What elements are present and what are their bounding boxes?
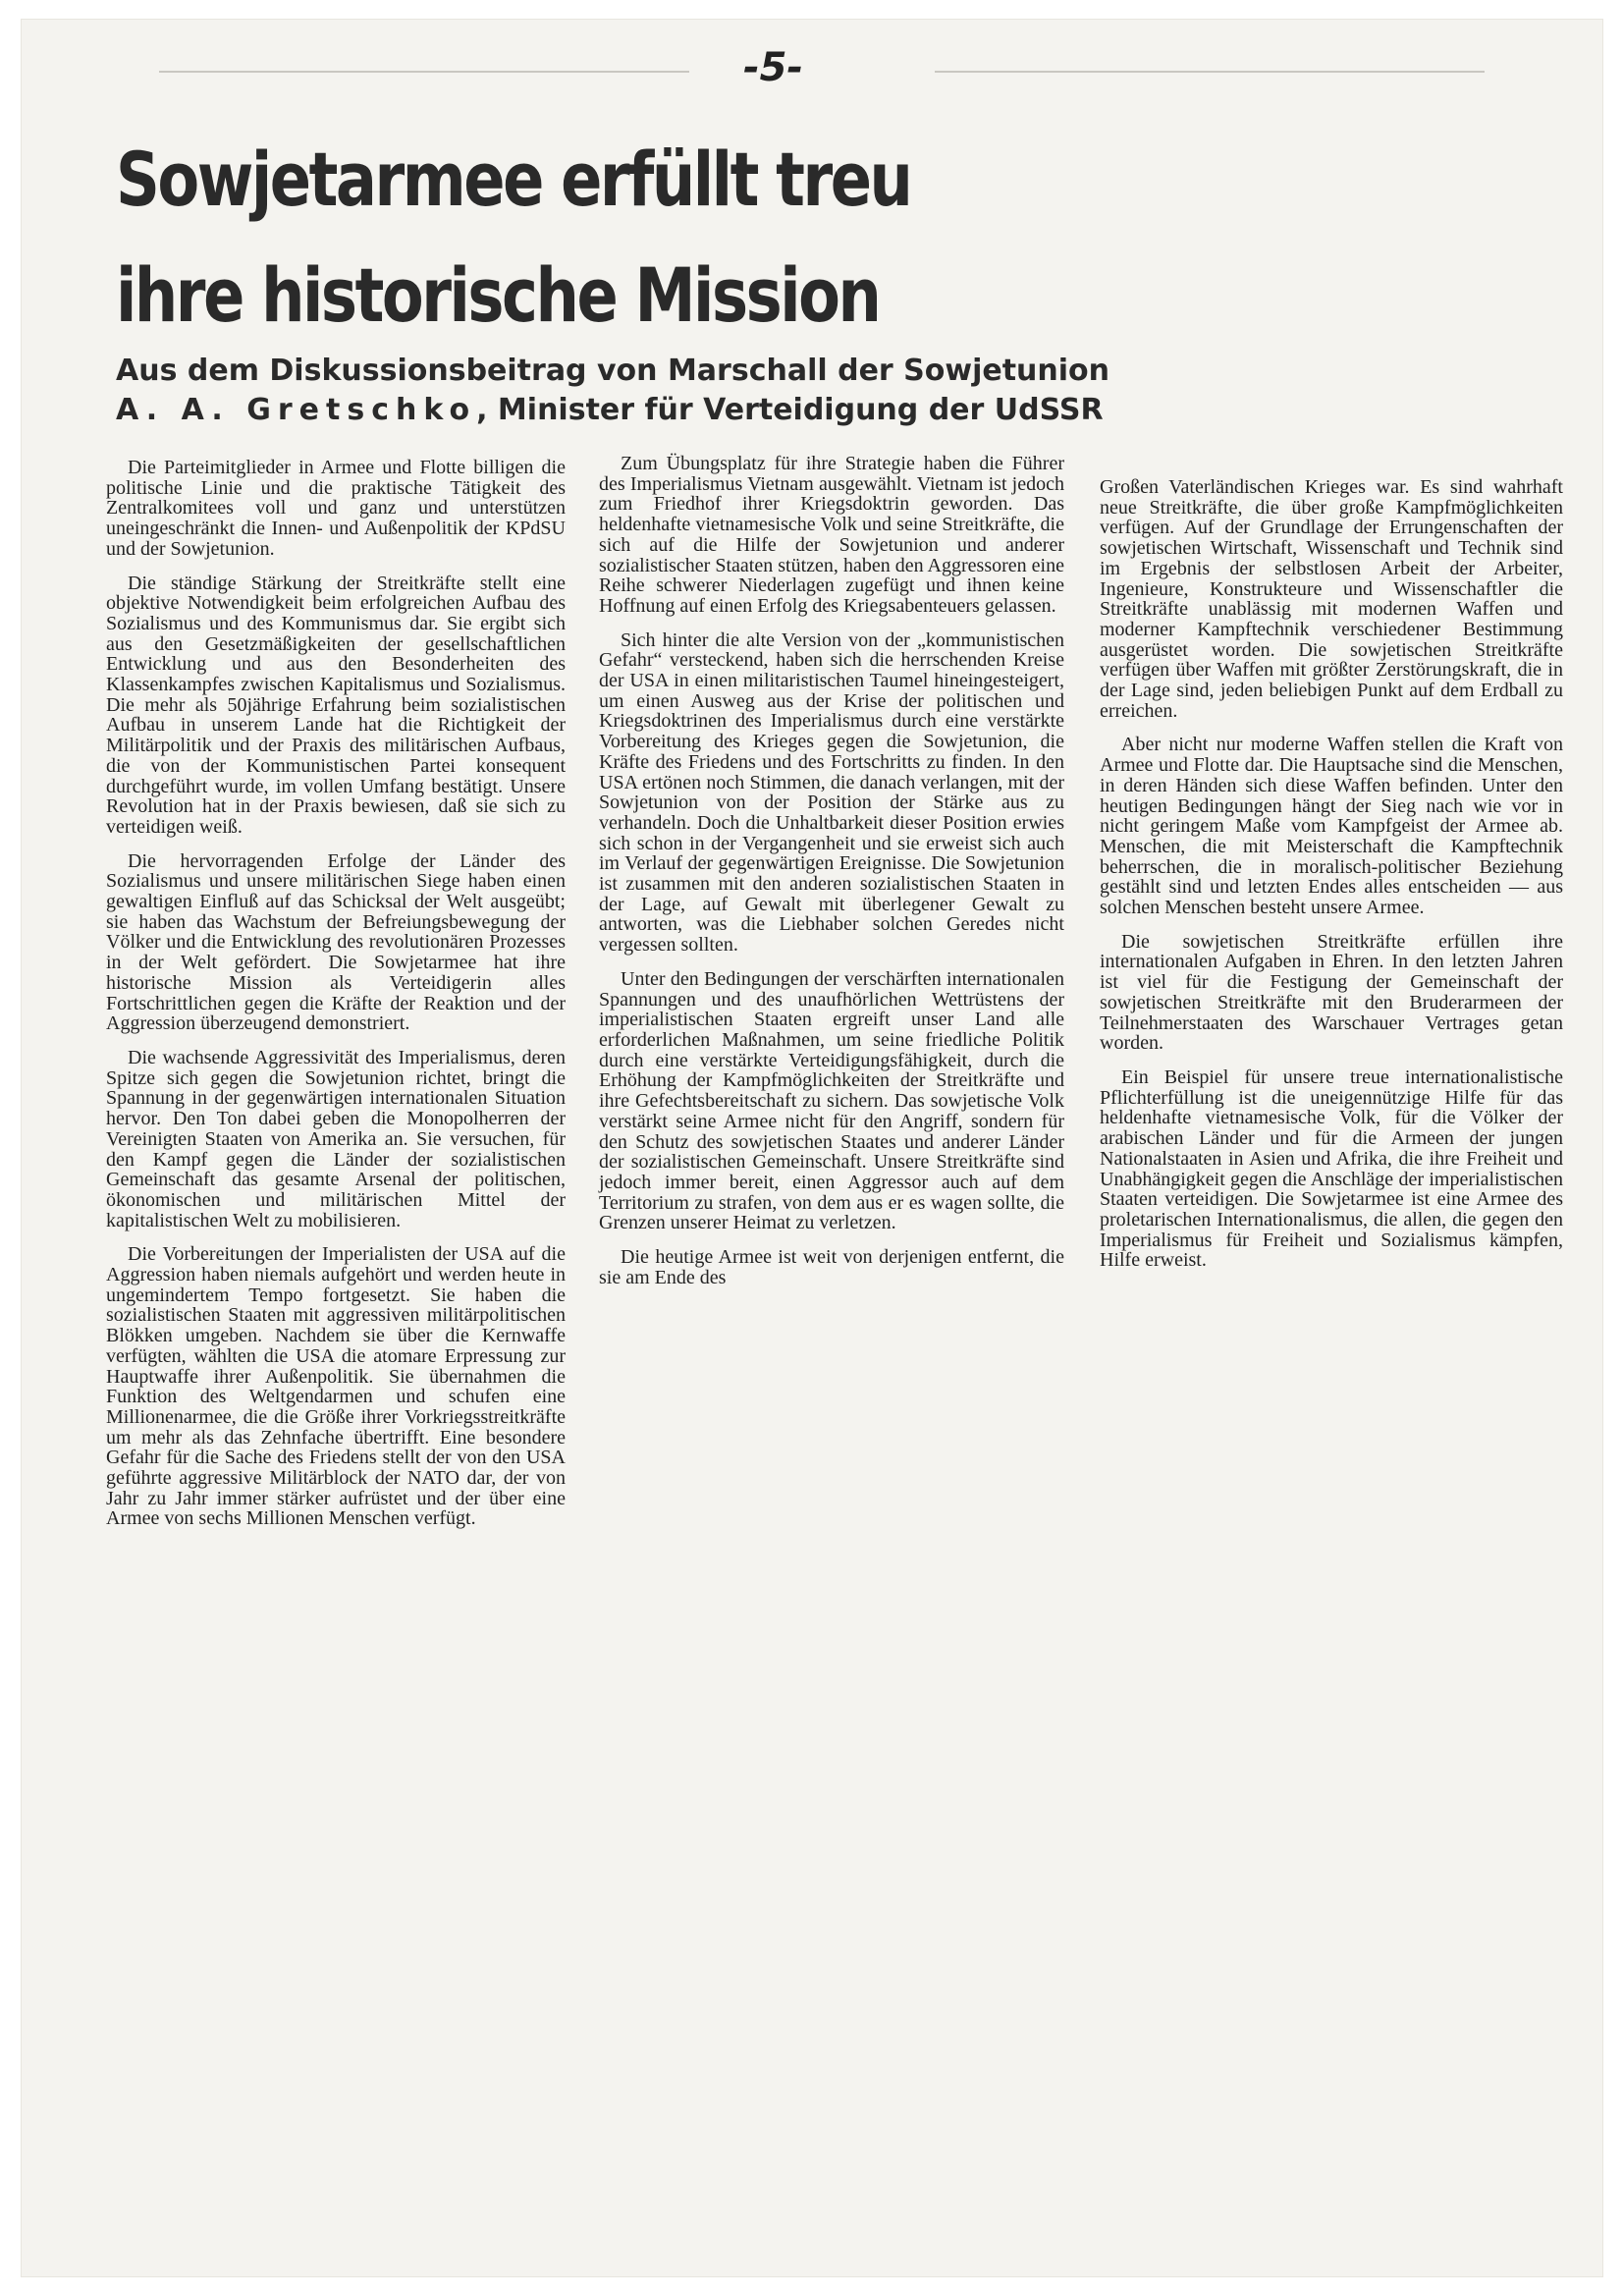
- headline-line-2: ihre historische Mission: [116, 251, 880, 339]
- newspaper-clipping: [22, 20, 1602, 2276]
- paragraph: Die Parteimitglieder in Armee und Flotte billigen die politische Linie und die praktische Tätigkeit des Zentralkomitees voll und ganz und unterstützen uneingeschränkt die Innen- und Außenpolitik der KPdSU und der Sowjetunion.: [106, 457, 566, 560]
- paragraph: Die Vorbereitungen der Imperialisten der USA auf die Aggression haben niemals aufgehört und werden heute in ungemindertem Tempo fortgesetzt. Sie haben die sozialistischen Staaten mit aggressiven militärpolitischen Blökken umgeben. Nachdem sie über die Kernwaffe verfügten, wählten die USA die atomare Erpressung zur Hauptwaffe ihrer Außenpolitik. Sie übernahmen die Funktion des Weltgendarmen und schufen eine Millionenarmee, die die Größe ihrer Vorkriegsstreitkräfte um mehr als das Zehnfache übertrifft. Eine besondere Gefahr für die Sache des Friedens stellt der von den USA geführte aggressive Militärblock der NATO dar, der von Jahr zu Jahr immer stärker aufrüstet und der über eine Armee von sechs Millionen Menschen verfügt.: [106, 1243, 566, 1530]
- paragraph: Die hervorragenden Erfolge der Länder des Sozialismus und unsere militärischen Siege haben einen gewaltigen Einfluß auf das Schicksal der Welt ausgeübt; sie haben das Wachstum der Befreiungsbewegung der Völker und die Entwicklung des revolutionären Prozesses in der Welt gefördert. Die Sowjetarmee hat ihre historische Mission als Verteidigerin alles Fortschrittlichen gegen die Kräfte der Reaktion und der Aggression überzeugend demonstriert.: [106, 849, 566, 1035]
- page-number: -5-: [743, 45, 804, 90]
- article-column-1: [106, 458, 566, 1543]
- header-rule-left: [159, 71, 689, 73]
- headline: [116, 122, 1001, 354]
- subheadline: [116, 352, 1110, 430]
- header-rule-right: [935, 71, 1485, 73]
- paragraph: Die ständige Stärkung der Streitkräfte stellt eine objektive Notwendigkeit beim erfolgreichen Aufbau des Sozialismus und des Kommunismus dar. Sie ergibt sich aus den Gesetzmäßigkeiten der gesellschaftlichen Entwicklung und aus den Besonderheiten des Klassenkampfes zwischen Kapitalismus und Sozialismus. Die mehr als 50jährige Erfahrung beim sozialistischen Aufbau in unserem Lande hat die Richtigkeit der Militärpolitik und der Praxis des militärischen Aufbaus, die von der Kommunistischen Partei konsequent durchgeführt wurde, im vollen Umfang bestätigt. Unsere Revolution hat in der Praxis bewiesen, daß sie sich zu verteidigen weiß.: [106, 572, 566, 838]
- paragraph: Zum Übungsplatz für ihre Strategie haben die Führer des Imperialismus Vietnam ausgewählt. Vietnam ist jedoch zum Friedhof ihrer Kriegsdoktrin geworden. Das heldenhafte vietnamesische Volk und seine Streitkräfte, die sich auf die Hilfe der Sowjetunion und anderer sozialistischer Staaten stützen, haben den Aggressoren eine Reihe schwerer Niederlagen zugefügt und ihnen keine Hoffnung auf einen Erfolg des Kriegsabenteuers gelassen.: [599, 453, 1064, 617]
- subheadline-line-1: Aus dem Diskussionsbeitrag von Marschall der Sowjetunion: [116, 354, 1110, 388]
- author-name: A. A. Gretschko: [116, 393, 477, 427]
- paragraph: Sich hinter die alte Version von der „kommunistischen Gefahr“ versteckend, haben sich die herrschenden Kreise der USA in einen militaristischen Taumel hineingesteigert, um einen Ausweg aus der Krise der politischen und Kriegsdoktrinen des Imperialismus durch eine verstärkte Vorbereitung des Krieges gegen die Sowjetunion, die Kräfte des Friedens und des Fortschritts zu finden. In den USA ertönen noch Stimmen, die danach verlangen, mit der Sowjetunion von der Position der Stärke aus zu verhandeln. Doch die Unhaltbarkeit dieser Position erwies sich schon in der Vergangenheit und sie erweist sich auch im Verlauf der gegenwärtigen Ereignisse. Die Sowjetunion ist zusammen mit den anderen sozialistischen Staaten in der Lage, auf Gewalt mit überlegener Gewalt zu antworten, was die Liebhaber solchen Geredes nicht vergessen sollten.: [599, 629, 1064, 957]
- paragraph: Aber nicht nur moderne Waffen stellen die Kraft von Armee und Flotte dar. Die Hauptsache sind die Menschen, in deren Händen sich diese Waffen befinden. Unter den heutigen Bedingungen hängt der Sieg nach wie vor in nicht geringem Maße vom Kampfgeist der Armee ab. Menschen, die mit Meisterschaft die Kampftechnik beherrschen, die in moralisch-politischer Beziehung gestählt sind und letzten Endes alles entscheiden — aus solchen Menschen besteht unsere Armee.: [1100, 734, 1563, 919]
- paragraph: Ein Beispiel für unsere treue internationalistische Pflichterfüllung ist die uneigennützige Hilfe für das heldenhafte vietnamesische Volk, für die Völker der arabischen Länder und für die Armeen der jungen Nationalstaaten in Asien und Afrika, die ihre Freiheit und Unabhängigkeit gegen die Anschläge der imperialistischen Staaten verteidigen. Die Sowjetarmee ist eine Armee des proletarischen Internationalismus, die allen, die gegen den Imperialismus für Freiheit und Sozialismus kämpfen, Hilfe erweist.: [1100, 1066, 1563, 1272]
- author-title: , Minister für Verteidigung der UdSSR: [476, 393, 1104, 427]
- paragraph: Großen Vaterländischen Krieges war. Es sind wahrhaft neue Streitkräfte, die über große Kampfmöglichkeiten verfügen. Auf der Grundlage der Errungenschaften der sowjetischen Wirtschaft, Wissenschaft und Technik sind im Ergebnis der selbstlosen Arbeit der Arbeiter, Ingenieure, Konstrukteure und Wissenschaftler die Streitkräfte unablässig mit modernen Waffen und moderner Kampftechnik verschiedener Bestimmung ausgerüstet worden. Die sowjetischen Streitkräfte verfügen über Waffen mit größter Zerstörungskraft, die in der Lage sind, jeden beliebigen Punkt auf dem Erdball zu erreichen.: [1100, 476, 1563, 722]
- headline-line-1: Sowjetarmee erfüllt treu: [116, 136, 911, 223]
- paragraph: Unter den Bedingungen der verschärften internationalen Spannungen und des unaufhörlichen Wettrüstens der imperialistischen Staaten ergreift unser Land alle erforderlichen Maßnahmen, um seine friedliche Politik durch eine verstärkte Verteidigungsfähigkeit, durch die Erhöhung der Kampfmöglichkeiten der Streitkräfte und ihre Gefechtsbereitschaft zu sichern. Das sowjetische Volk verstärkt seine Armee nicht für den Angriff, sondern für den Schutz des sowjetischen Staates und anderer Länder der sozialistischen Gemeinschaft. Unsere Streitkräfte sind jedoch immer bereit, einen Aggressor auch auf dem Territorium zu strafen, von dem aus er es wagen sollte, die Grenzen unserer Heimat zu verletzen.: [599, 967, 1064, 1234]
- paragraph: Die sowjetischen Streitkräfte erfüllen ihre internationalen Aufgaben in Ehren. In den letzten Jahren ist viel für die Festigung der Gemeinschaft der sowjetischen Streitkräfte mit den Bruderarmeen der Teilnehmerstaaten des Warschauer Vertrages getan worden.: [1100, 930, 1563, 1055]
- paragraph: Die heutige Armee ist weit von derjenigen entfernt, die sie am Ende des: [599, 1246, 1064, 1288]
- paragraph: Die wachsende Aggressivität des Imperialismus, deren Spitze sich gegen die Sowjetunion richtet, bringt die Spannung in der gegenwärtigen internationalen Situation hervor. Den Ton dabei geben die Monopolherren der Vereinigten Staaten von Amerika an. Sie versuchen, für den Kampf gegen die Länder der sozialistischen Gemeinschaft das gesamte Arsenal der politischen, ökonomischen und militärischen Mittel der kapitalistischen Welt zu mobilisieren.: [106, 1046, 566, 1231]
- subheadline-line-2: [116, 391, 1104, 430]
- article-column-2: [599, 454, 1064, 1301]
- article-column-3: [1100, 477, 1563, 1285]
